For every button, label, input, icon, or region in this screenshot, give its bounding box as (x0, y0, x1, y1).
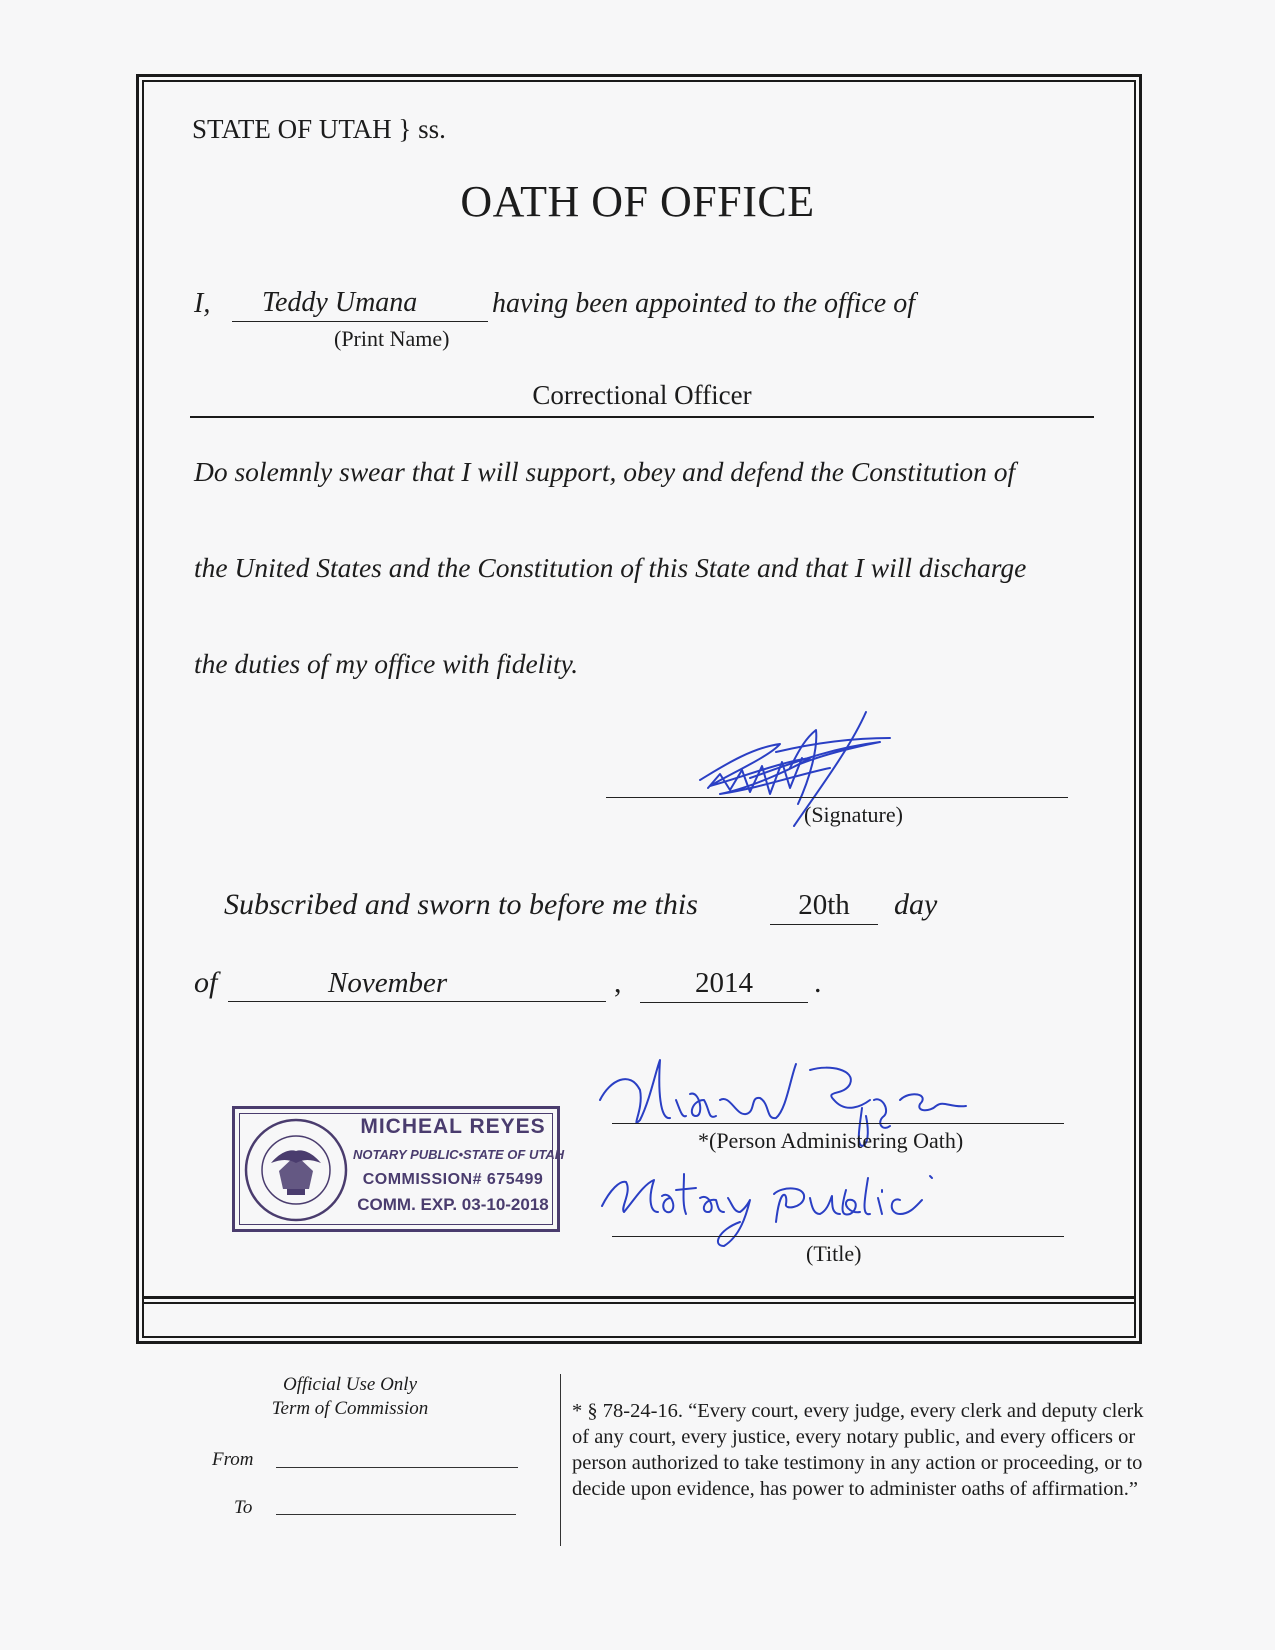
state-venue: STATE OF UTAH } ss. (192, 114, 446, 144)
notary-name: MICHEAL REYES (360, 1115, 546, 1138)
title-label: (Title) (806, 1241, 862, 1266)
year-field[interactable]: 2014 (640, 966, 808, 1003)
utah-seal-icon (241, 1115, 351, 1225)
official-use-label: Official Use Only (282, 1374, 418, 1395)
of-word: of (194, 966, 218, 999)
signature-line[interactable] (606, 797, 1068, 798)
to-label: To (234, 1497, 253, 1518)
period: . (814, 966, 822, 999)
footer-divider (560, 1374, 561, 1546)
official-use-heading (220, 1373, 480, 1421)
page-title: OATH OF OFFICE (460, 177, 815, 226)
from-label: From (212, 1449, 254, 1470)
statute-text: * § 78-24-16. “Every court, every judge, every clerk and deputy clerk of any court, every justice, every notary public, and every officers or person authorized to take testimony in any action or proceeding, or to decide upon evidence, has power to administer oaths of affirmation.” (572, 1400, 1144, 1500)
term-of-commission-label: Term of Commission (271, 1398, 429, 1419)
frame-separator-inner (142, 1302, 1136, 1304)
appointed-text: having been appointed to the office of (492, 288, 916, 319)
administrator-signature-line[interactable] (612, 1123, 1064, 1124)
notary-commission: COMMISSION# 675499 (362, 1171, 544, 1188)
i-word: I, (194, 288, 211, 319)
from-field[interactable] (276, 1467, 518, 1468)
notary-expiry: COMM. EXP. 03-10-2018 (357, 1195, 549, 1214)
day-word: day (894, 888, 938, 921)
title-line[interactable] (612, 1236, 1064, 1237)
oath-line-2: the United States and the Constitution of this State and that I will discharge (194, 552, 1027, 583)
frame-separator (142, 1296, 1136, 1299)
oath-line-3: the duties of my office with fidelity. (194, 648, 579, 679)
office-field[interactable]: Correctional Officer (190, 378, 1094, 418)
notary-state: NOTARY PUBLIC•STATE OF UTAH (353, 1147, 565, 1162)
print-name-label: (Print Name) (334, 326, 450, 351)
comma: , (614, 966, 622, 999)
notary-stamp (232, 1106, 565, 1232)
administrator-label: *(Person Administering Oath) (698, 1128, 964, 1153)
to-field[interactable] (276, 1514, 516, 1515)
day-field[interactable]: 20th (770, 888, 878, 925)
signature-label: (Signature) (804, 802, 903, 827)
month-field[interactable]: November (228, 966, 606, 1002)
print-name-field[interactable]: Teddy Umana (232, 288, 488, 322)
subscribed-text: Subscribed and sworn to before me this (224, 888, 698, 921)
oath-line-1: Do solemnly swear that I will support, obey and defend the Constitution of (194, 456, 1016, 487)
